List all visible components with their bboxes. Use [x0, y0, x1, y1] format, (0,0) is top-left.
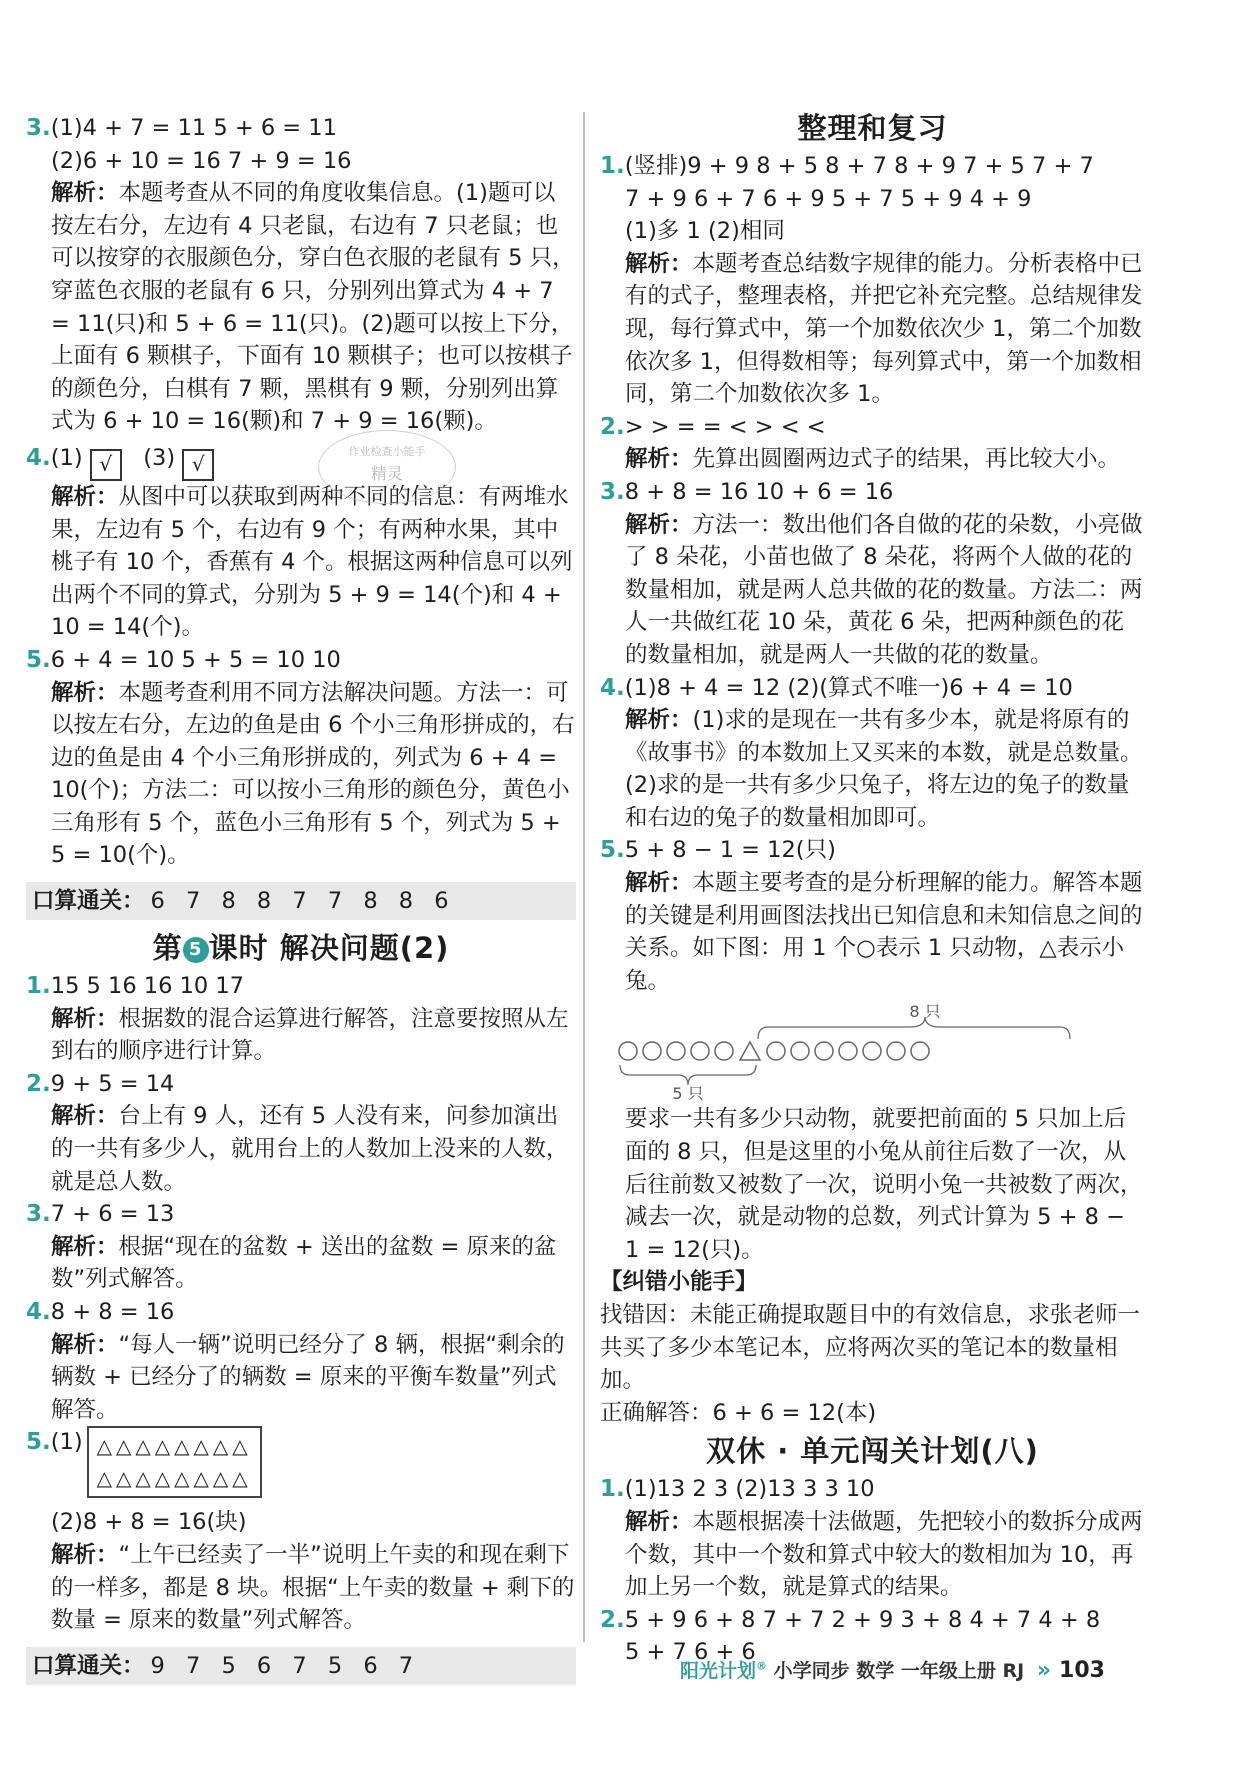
diagram-bottom-label: 5 只 — [672, 1084, 704, 1104]
triangle-row-1: △△△△△△△△ — [96, 1434, 252, 1459]
s1-number: 1. — [600, 1476, 625, 1503]
l5-label: 解析： — [51, 1541, 119, 1568]
l1-label: 解析： — [51, 1005, 119, 1032]
animal-circle — [691, 1042, 709, 1060]
animal-circle — [815, 1042, 833, 1060]
kousuan-band-1 — [26, 882, 576, 920]
l1-line — [26, 970, 576, 1003]
s2-line2: 5 + 7 6 + 6 — [625, 1639, 756, 1666]
animal-circle — [767, 1042, 785, 1060]
column-divider — [583, 112, 585, 1642]
kousuan-values-1: 6 7 8 8 7 7 8 8 6 — [150, 888, 451, 915]
r4-explanation — [600, 704, 1145, 834]
l4-explanation — [26, 1329, 576, 1427]
r3-number: 3. — [600, 478, 625, 505]
l1-explanation — [26, 1003, 576, 1068]
lesson-number-badge: 5 — [183, 937, 209, 963]
r3-text: 方法一：数出他们各自做的花的朵数，小亮做了 8 朵花，小苗也做了 8 朵花，将两个人做的花的数量相加，就是两人总共做的花的数量。方法二：两人一共做红花 10 朵，黄花 6 朵，把两种颜色的花的数量相加，就是两人一共做的花的数量。 — [625, 511, 1143, 668]
left-column — [26, 112, 576, 1691]
jiucuo-heading: 【纠错小能手】 — [600, 1269, 758, 1296]
l3-label: 解析： — [51, 1233, 119, 1260]
r4-answer: (1)8 + 4 = 12 (2)(算式不唯一)6 + 4 = 10 — [624, 674, 1073, 701]
r4-number: 4. — [600, 674, 625, 701]
r2-label: 解析： — [625, 446, 693, 473]
l5-explanation — [26, 1539, 576, 1637]
s1-explanation — [600, 1506, 1145, 1604]
r2-line — [600, 411, 1145, 444]
r5-label: 解析： — [625, 870, 693, 897]
footer-registered: ® — [756, 1659, 768, 1673]
animal-circle — [667, 1042, 685, 1060]
r5-line — [600, 834, 1145, 867]
review-title: 整理和复习 — [797, 111, 948, 145]
l2-explanation — [26, 1100, 576, 1198]
r1-number: 1. — [600, 153, 625, 179]
r4-label: 解析： — [625, 707, 693, 734]
q4-part1: (1) — [50, 444, 83, 471]
q4-part3: (3) — [143, 444, 176, 471]
r1-label: 解析： — [625, 250, 693, 277]
q3-number: 3. — [26, 115, 51, 141]
r4-text: (1)求的是现在一共有多少本，就是将原有的《故事书》的本数加上又买来的本数，就是总数量。(2)求的是一共有多少只兔子，将左边的兔子的数量和右边的兔子的数量相加即可。 — [625, 707, 1143, 831]
r3-explanation — [600, 509, 1145, 672]
footer-series: 小学同步 数学 一年级上册 RJ — [773, 1660, 1025, 1682]
jiucuo-answer: 正确解答：6 + 6 = 12(本) — [600, 1399, 877, 1426]
s1-answer: (1)13 2 3 (2)13 3 3 10 — [624, 1476, 875, 1503]
q5-answer: 6 + 4 = 10 5 + 5 = 10 10 — [50, 646, 341, 673]
r2-explanation — [600, 443, 1145, 476]
q4-line — [26, 442, 576, 481]
stamp-top-text: 作业检查小能手 — [348, 445, 426, 458]
l2-label: 解析： — [51, 1103, 119, 1130]
r1-text: 本题考查总结数字规律的能力。分析表格中已有的式子，整理表格，并把它补充完整。总结规律发现，每行算式中，第一个加数依次少 1，第二个加数依次多 1，但得数相等；每列算式中，第一个加数相同，第二个加数依次多 1。 — [625, 250, 1143, 408]
animal-circle — [643, 1042, 661, 1060]
l3-text: 根据“现在的盆数 + 送出的盆数 = 原来的盆数”列式解答。 — [51, 1233, 557, 1293]
r5-text: 本题主要考查的是分析理解的能力。解答本题的关键是利用画图法找出已知信息和未知信息之间的关系。如下图：用 1 个○表示 1 只动物，△表示小兔。 — [625, 870, 1143, 994]
triangle-grid — [87, 1426, 262, 1498]
counting-diagram — [600, 997, 1145, 1103]
l3-explanation — [26, 1231, 576, 1296]
r4-line — [600, 672, 1145, 705]
double-chevron-icon: » — [1036, 1658, 1052, 1683]
r1-answer1: (竖排)9 + 9 8 + 5 8 + 7 8 + 9 7 + 5 7 + 7 — [624, 153, 1094, 179]
s2-number: 2. — [600, 1606, 625, 1633]
l4-label: 解析： — [51, 1331, 119, 1358]
checker-stamp — [318, 430, 456, 504]
q3-answer1: (1)4 + 7 = 11 5 + 6 = 11 — [50, 115, 337, 141]
r3-label: 解析： — [625, 511, 693, 538]
triangle-row-2: △△△△△△△△ — [96, 1466, 252, 1491]
q3-explanation — [26, 177, 576, 438]
q3-line2: (2)6 + 10 = 16 7 + 9 = 16 — [51, 147, 352, 174]
lesson-pre: 第 — [152, 931, 183, 966]
r1-line2: 7 + 9 6 + 7 6 + 9 5 + 7 5 + 9 4 + 9 — [625, 185, 1032, 212]
l4-line — [26, 1296, 576, 1329]
l5-line — [26, 1426, 576, 1506]
r5-number: 5. — [600, 837, 625, 864]
q4-checkbox-1: √ — [90, 449, 122, 481]
l3-line — [26, 1198, 576, 1231]
r3-line — [600, 476, 1145, 509]
animal-circle — [791, 1042, 809, 1060]
page-number: 103 — [1059, 1658, 1105, 1683]
s2-line1 — [600, 1604, 1145, 1637]
r1-explanation — [600, 248, 1145, 411]
r5-explanation — [600, 867, 1145, 997]
kousuan-label-2: 口算通关： — [32, 1652, 145, 1679]
s1-text: 本题根据凑十法做题，先把较小的数拆分成两个数，其中一个数和算式中较大的数相加为 10，再加上另一个数，就是算式的结果。 — [625, 1508, 1143, 1601]
l3-answer: 7 + 6 = 13 — [50, 1201, 175, 1228]
q5-text: 本题考查利用不同方法解决问题。方法一：可以按左右分，左边的鱼是由 6 个小三角形拼成的，右边的鱼是由 4 个小三角形拼成的，列式为 6 + 4 = 10(个)；方法二：可以按小三角形的颜色分，黄色小三角形有 5 个，蓝色小三角形有 5 个，列式为 5 + 5 = 10(个)。 — [51, 679, 575, 869]
kousuan-values-2: 9 7 5 6 7 5 6 7 — [150, 1652, 416, 1679]
kousuan-band-2 — [26, 1647, 576, 1685]
l1-number: 1. — [26, 973, 51, 1000]
counting-diagram-svg — [600, 997, 1145, 1103]
s1-line — [600, 1473, 1145, 1506]
l2-number: 2. — [26, 1070, 51, 1097]
l5-part1: (1) — [50, 1429, 83, 1456]
page-footer — [680, 1656, 1160, 1683]
q5-line — [26, 644, 576, 677]
diagram-top-label: 8 只 — [909, 1002, 941, 1022]
q3-text: 本题考查从不同的角度收集信息。(1)题可以按左右分，左边有 4 只老鼠，右边有 7 只老鼠；也可以按穿的衣服颜色分，穿白色衣服的老鼠有 5 只，穿蓝色衣服的老鼠有 6 只，分别列出算式为 4 + 7 = 11(只)和 5 + 6 = 11(只)。(2)题可以按上下分，上面有 6 颗棋子，下面有 10 颗棋子；也可以按棋子的颜色分，白棋有 7 颗，黑棋有 9 颗，分别列出算式为 6 + 10 = 16(颗)和 7 + 9 = 16(颗)。 — [51, 180, 575, 435]
lesson-title: 课时 解决问题(2) — [208, 931, 450, 966]
s2-answer1: 5 + 9 6 + 8 7 + 7 2 + 9 3 + 8 4 + 7 4 + 8 — [624, 1606, 1101, 1633]
q4-checkbox-3: √ — [182, 449, 214, 481]
q5-number: 5. — [26, 646, 51, 673]
l2-text: 台上有 9 人，还有 5 人没有来，问参加演出的一共有多少人，就用台上的人数加上没来的人数，就是总人数。 — [51, 1103, 569, 1195]
l5-number: 5. — [26, 1429, 51, 1456]
animal-circle — [863, 1042, 881, 1060]
l4-number: 4. — [26, 1299, 51, 1325]
s1-label: 解析： — [625, 1508, 693, 1535]
l5-text: “上午已经卖了一半”说明上午卖的和现在剩下的一样多，都是 8 块。根据“上午卖的数量 + 剩下的数量 = 原来的数量”列式解答。 — [51, 1541, 575, 1634]
l4-answer: 8 + 8 = 16 — [50, 1299, 175, 1325]
q4-text: 从图中可以获取到两种不同的信息：有两堆水果，左边有 5 个，右边有 9 个；有两种水果，其中桃子有 10 个，香蕉有 4 个。根据这两种信息可以列出两个不同的算式，分别为 5 + 9 = 14(个)和 4 + 10 = 14(个)。 — [51, 483, 573, 641]
animal-circle — [911, 1042, 929, 1060]
animal-circle — [887, 1042, 905, 1060]
footer-brand: 阳光计划 — [680, 1660, 757, 1682]
q3-label: 解析： — [51, 180, 119, 207]
stamp-bottom-text: 精灵 — [370, 464, 403, 483]
l4-text: “每人一辆”说明已经分了 8 辆，根据“剩余的辆数 + 已经分了的辆数 = 原来的平衡车数量”列式解答。 — [51, 1331, 565, 1423]
q4-number: 4. — [26, 444, 51, 471]
weekend-title: 双休 · 单元闯关计划(八) — [706, 1434, 1039, 1469]
l2-line — [26, 1068, 576, 1101]
r5-answer: 5 + 8 − 1 = 12(只) — [624, 837, 836, 864]
q5-explanation — [26, 677, 576, 873]
q4-label: 解析： — [51, 483, 119, 510]
r2-text: 先算出圆圈两边式子的结果，再比较大小。 — [692, 446, 1121, 473]
lesson-heading — [26, 926, 576, 970]
l2-answer: 9 + 5 = 14 — [50, 1070, 175, 1097]
r2-answer: > > = = < > < < — [624, 413, 826, 440]
jiucuo-reason: 找错因：未能正确提取题目中的有效信息，求张老师一共买了多少本笔记本，应将两次买的笔记本的数量相加。 — [600, 1302, 1141, 1394]
bottom-brace — [620, 1065, 756, 1085]
rabbit-triangle — [740, 1042, 760, 1060]
r5-after-text: 要求一共有多少只动物，就要把前面的 5 只加上后面的 8 只，但是这里的小兔从前往后数了一次，从后往前数又被数了一次，说明小兔一共被数了两次，减去一次，就是动物的总数，列式计算为 5 + 8 − 1 = 12(只)。 — [625, 1106, 1143, 1263]
r1-line3: (1)多 1 (2)相同 — [625, 218, 785, 245]
q4-explanation — [26, 481, 576, 644]
r1-line1 — [600, 150, 1145, 183]
l5-line2: (2)8 + 8 = 16(块) — [51, 1509, 247, 1536]
kousuan-label-1: 口算通关： — [32, 888, 145, 915]
l1-text: 根据数的混合运算进行解答，注意要按照从左到右的顺序进行计算。 — [51, 1005, 569, 1065]
animal-circle — [715, 1042, 733, 1060]
right-column — [600, 106, 1145, 1669]
q3-line1 — [26, 112, 576, 145]
r3-answer: 8 + 8 = 16 10 + 6 = 16 — [624, 478, 894, 505]
l1-answer: 15 5 16 16 10 17 — [50, 973, 244, 1000]
l3-number: 3. — [26, 1201, 51, 1228]
q5-label: 解析： — [51, 679, 119, 706]
animal-circle — [839, 1042, 857, 1060]
r2-number: 2. — [600, 413, 625, 440]
animal-circle — [619, 1042, 637, 1060]
